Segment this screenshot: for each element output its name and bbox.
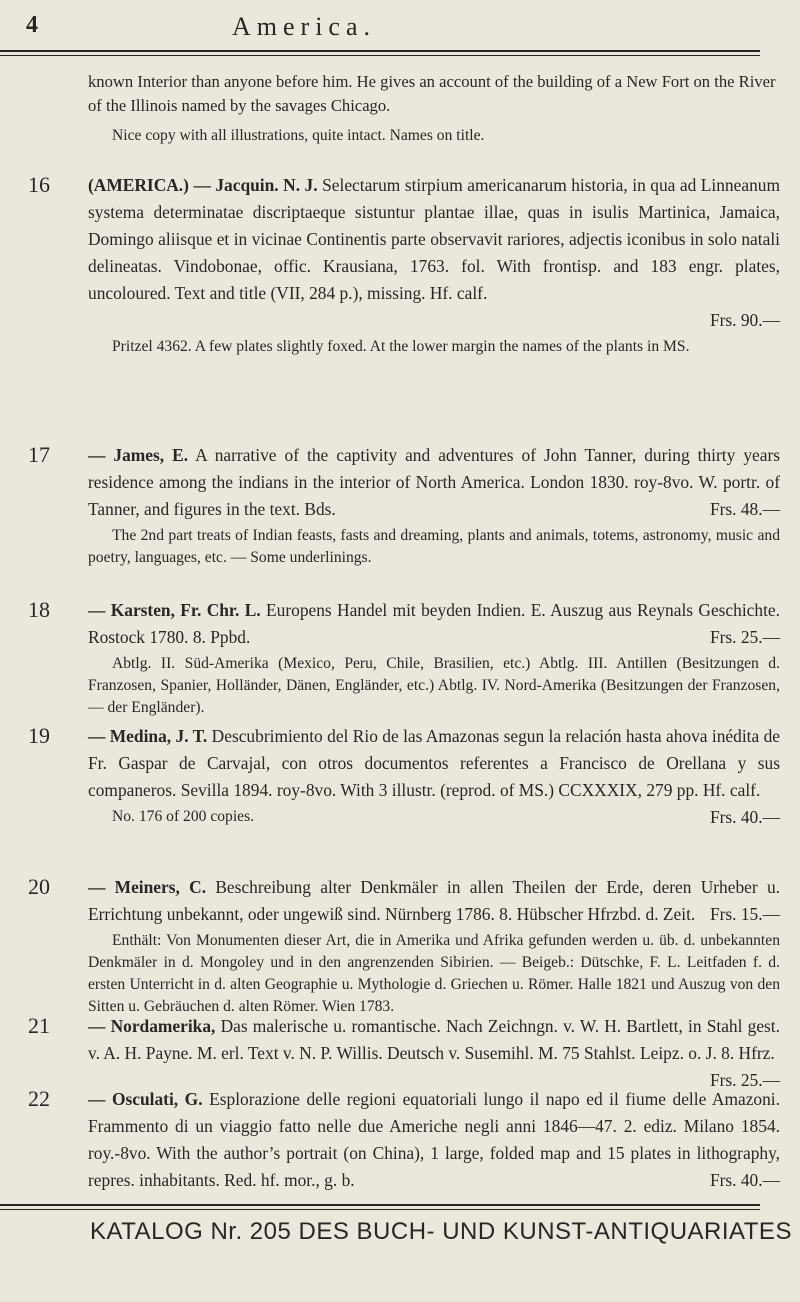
- entry-number: 16: [28, 172, 50, 197]
- footer-rule-thin: [0, 1209, 760, 1210]
- entry-price: Frs. 90.—: [709, 310, 780, 330]
- entry-author: — Meiners, C.: [88, 877, 207, 897]
- entry-author: — Karsten, Fr. Chr. L.: [88, 600, 261, 620]
- entry-note: Abtlg. II. Süd-Amerika (Mexico, Peru, Chile, Brasilien, etc.) Abtlg. III. Antillen (Besitzungen d. Franzosen, Spanier, Holländer, Dänen, Engländer, etc.) Abtlg. IV. Nord-Amerika (Besitzungen der Franzosen, — der Engländer).: [88, 655, 780, 716]
- entry-note: Enthält: Von Monumenten dieser Art, die in Amerika und Afrika gefunden werden u. üb. d. unbekannten Denkmäler in d. Mongoley und in den angrenzenden Sibirien. — Beigeb.: Dütschke, F. L. Leitfaden f. d. ersten Unterricht in d. alten Geographie u. Mythologie d. Griechen u. Römer. Halle 1821 und Auszug von den Sitten u. Gebräuchen d. alten Römer. Wien 1783.: [88, 932, 780, 1015]
- entry-price: Frs. 40.—: [709, 1170, 780, 1190]
- entry-author: — James, E.: [88, 445, 189, 465]
- entry-description: A narrative of the captivity and adventures of John Tanner, during thirty years residence among the indians in the interior of North America. London 1830. roy-8vo. W. portr. of Tanner, and figures in the text. Bds.: [88, 445, 781, 519]
- entry-description: Selectarum stirpium americanarum historia, in qua ad Linneanum systema determinatae discriptaeque sistuntur plantae illae, quas in isulis Martinica, Jamaica, Domingo aliisque et in vicinae Continentis parte observavit rariores, adjectis iconibus in solo natali delineatas. Vindobonae, offic. Krausiana, 1763. fol. With frontisp. and 183 engr. plates, uncoloured. Text and title (VII, 284 p.), missing. Hf. calf.: [88, 175, 780, 303]
- continued-text: known Interior than anyone before him. He gives an account of the building of a New Fort on the River of the Illinois named by the savages Chicago.: [88, 72, 776, 115]
- entry-number: 17: [28, 442, 50, 467]
- entry-description: Das malerische u. romantische. Nach Zeichngn. v. W. H. Bartlett, in Stahl gest. v. A. H. Payne. M. erl. Text v. N. P. Willis. Deutsch v. Susemihl. M. 75 Stahlst. Leipz. o. J. 8. Hfrz.: [88, 1016, 780, 1063]
- page-number: 4: [26, 12, 38, 38]
- entry-number: 22: [28, 1086, 50, 1111]
- entry-description: Beschreibung alter Denkmäler in allen Theilen der Erde, deren Urheber u. Errichtung unbekannt, oder ungewiß sind. Nürnberg 1786. 8. Hübscher Hfrzbd. d. Zeit.: [88, 877, 780, 924]
- catalog-footer: KATALOG Nr. 205 DES BUCH- UND KUNST-ANTIQUARIATES: [90, 1218, 792, 1245]
- entry-price: Frs. 25.—: [709, 627, 780, 647]
- entry-author: — Medina, J. T.: [88, 726, 208, 746]
- entry-number: 18: [28, 597, 50, 622]
- entry-description: Esplorazione delle regioni equatoriali lungo il napo ed il fiume delle Amazoni. Frammento di un viaggio fatto nelle due Americhe negli anni 1846—47. 2. ediz. Milano 1854. roy.-8vo. With the author’s portrait (on China), 1 large, folded map and 15 plates in lithography, repres. inhabitants. Red. hf. mor., g. b.: [88, 1089, 780, 1190]
- header-rule: [0, 50, 760, 52]
- entry-note: The 2nd part treats of Indian feasts, fasts and dreaming, plants and animals, totems, astronomy, music and poetry, languages, etc. — Some underlinings.: [88, 527, 780, 566]
- running-title: America.: [232, 12, 377, 41]
- entry-author: — Nordamerika,: [88, 1016, 216, 1036]
- entry-description: Descubrimiento del Rio de las Amazonas segun la relación hasta ahova inédita de Fr. Gaspar de Carvajal, con otros documentos referentes a Francisco de Orellana y sus companeros. Sevilla 1894. roy-8vo. With 3 illustr. (reprod. of MS.) CCXXXIX, 279 pp. Hf. calf.: [88, 726, 780, 800]
- entry-description: Europens Handel mit beyden Indien. E. Auszug aus Reynals Geschichte. Rostock 1780. 8. Ppbd.: [88, 600, 780, 647]
- entry-number: 21: [28, 1013, 50, 1038]
- footer-rule: [0, 1204, 760, 1206]
- continued-entry: [88, 70, 778, 148]
- entry-author: (AMERICA.) — Jacquin. N. J.: [88, 175, 318, 195]
- entry-price: Frs. 40.—: [709, 807, 780, 827]
- entry-price: Frs. 48.—: [709, 499, 780, 519]
- entry-price: Frs. 25.—: [709, 1070, 780, 1090]
- entry-price: Frs. 15.—: [709, 904, 780, 924]
- entry-note: No. 176 of 200 copies.: [112, 808, 255, 825]
- entry-author: — Osculati, G.: [88, 1089, 203, 1109]
- entry-number: 20: [28, 874, 50, 899]
- continued-note: Nice copy with all illustrations, quite intact. Names on title.: [112, 127, 485, 144]
- header-rule-thin: [0, 55, 760, 56]
- entry-note: Pritzel 4362. A few plates slightly foxed. At the lower margin the names of the plants in MS.: [112, 338, 690, 355]
- entry-number: 19: [28, 723, 50, 748]
